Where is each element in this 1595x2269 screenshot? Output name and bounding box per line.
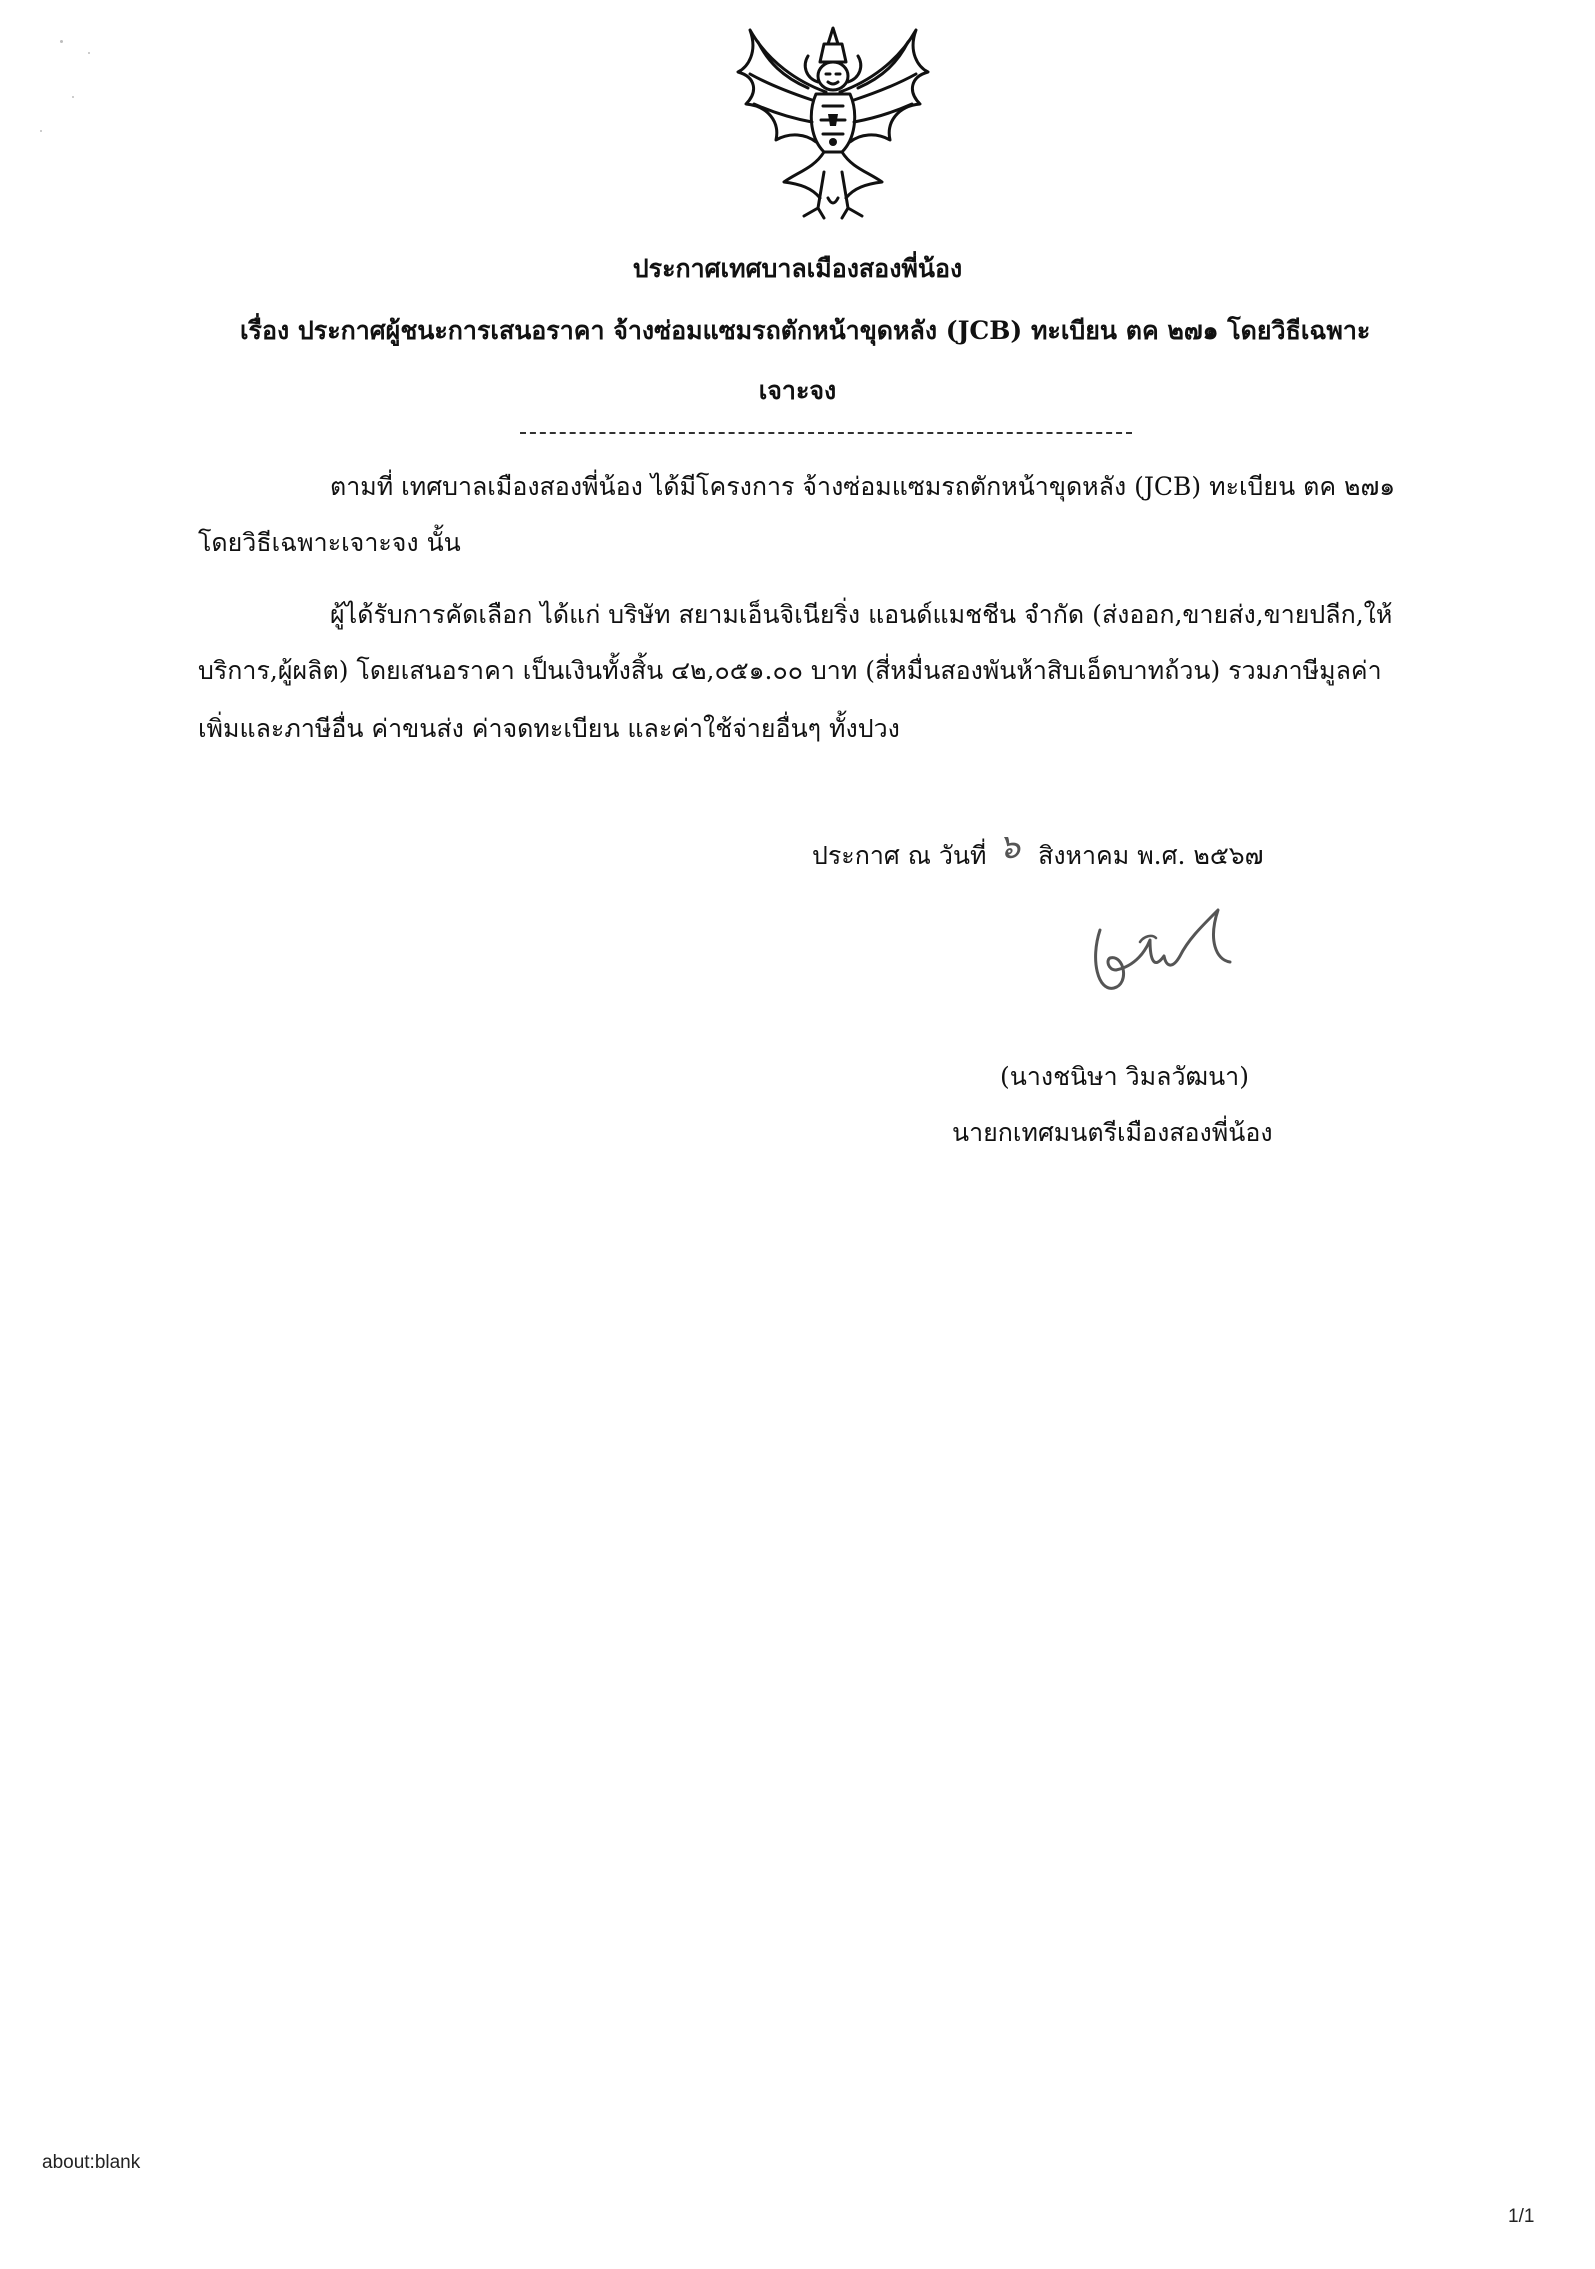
title-divider: [520, 432, 1132, 434]
announcement-date: [812, 827, 1264, 873]
date-month-year: สิงหาคม พ.ศ. ๒๕๖๗: [1038, 841, 1264, 870]
signer-name: (นางชนิษา วิมลวัฒนา): [1000, 1062, 1249, 1091]
body-paragraph-2-line-3: เพิ่มและภาษีอื่น ค่าขนส่ง ค่าจดทะเบียน และค่าใช้จ่ายอื่นๆ ทั้งปวง: [198, 714, 900, 743]
body-paragraph-1: ตามที่ เทศบาลเมืองสองพี่น้อง ได้มีโครงการ จ้างซ่อมแซมรถตักหน้าขุดหลัง (JCB) ทะเบียน ตค ๒๗๑: [330, 472, 1396, 501]
announcement-heading: ประกาศเทศบาลเมืองสองพี่น้อง: [632, 254, 963, 283]
body-paragraph-2-line-2: บริการ,ผู้ผลิต) โดยเสนอราคา เป็นเงินทั้งสิ้น ๔๒,๐๕๑.๐๐ บาท (สี่หมื่นสองพันห้าสิบเอ็ดบาทถ้วน) รวมภาษีมูลค่า: [198, 656, 1382, 685]
announcement-subject: เรื่อง ประกาศผู้ชนะการเสนอราคา จ้างซ่อมแซมรถตักหน้าขุดหลัง (JCB) ทะเบียน ตค ๒๗๑ โดยวิธีเฉพาะ: [240, 316, 1371, 345]
scan-speck: [40, 130, 42, 132]
signer-title: นายกเทศมนตรีเมืองสองพี่น้อง: [952, 1118, 1273, 1147]
scan-speck: [88, 52, 90, 54]
garuda-emblem-icon: [728, 22, 938, 232]
date-prefix: ประกาศ ณ วันที่: [812, 841, 987, 870]
date-day-handwritten: ๖: [998, 827, 1021, 867]
body-paragraph-2: ผู้ได้รับการคัดเลือก ได้แก่ บริษัท สยามเอ็นจิเนียริ่ง แอนด์แมชชีน จำกัด (ส่งออก,ขายส่ง,ขายปลีก,ให้: [330, 600, 1393, 629]
footer-page-number: 1/1: [1508, 2206, 1535, 2227]
scan-speck: [72, 96, 74, 98]
scan-speck: [60, 40, 63, 43]
body-paragraph-1-continued: โดยวิธีเฉพาะเจาะจง นั้น: [198, 528, 461, 557]
handwritten-signature: [1080, 900, 1250, 1000]
announcement-subject-continued: เจาะจง: [758, 376, 837, 405]
footer-url: about:blank: [42, 2152, 141, 2173]
